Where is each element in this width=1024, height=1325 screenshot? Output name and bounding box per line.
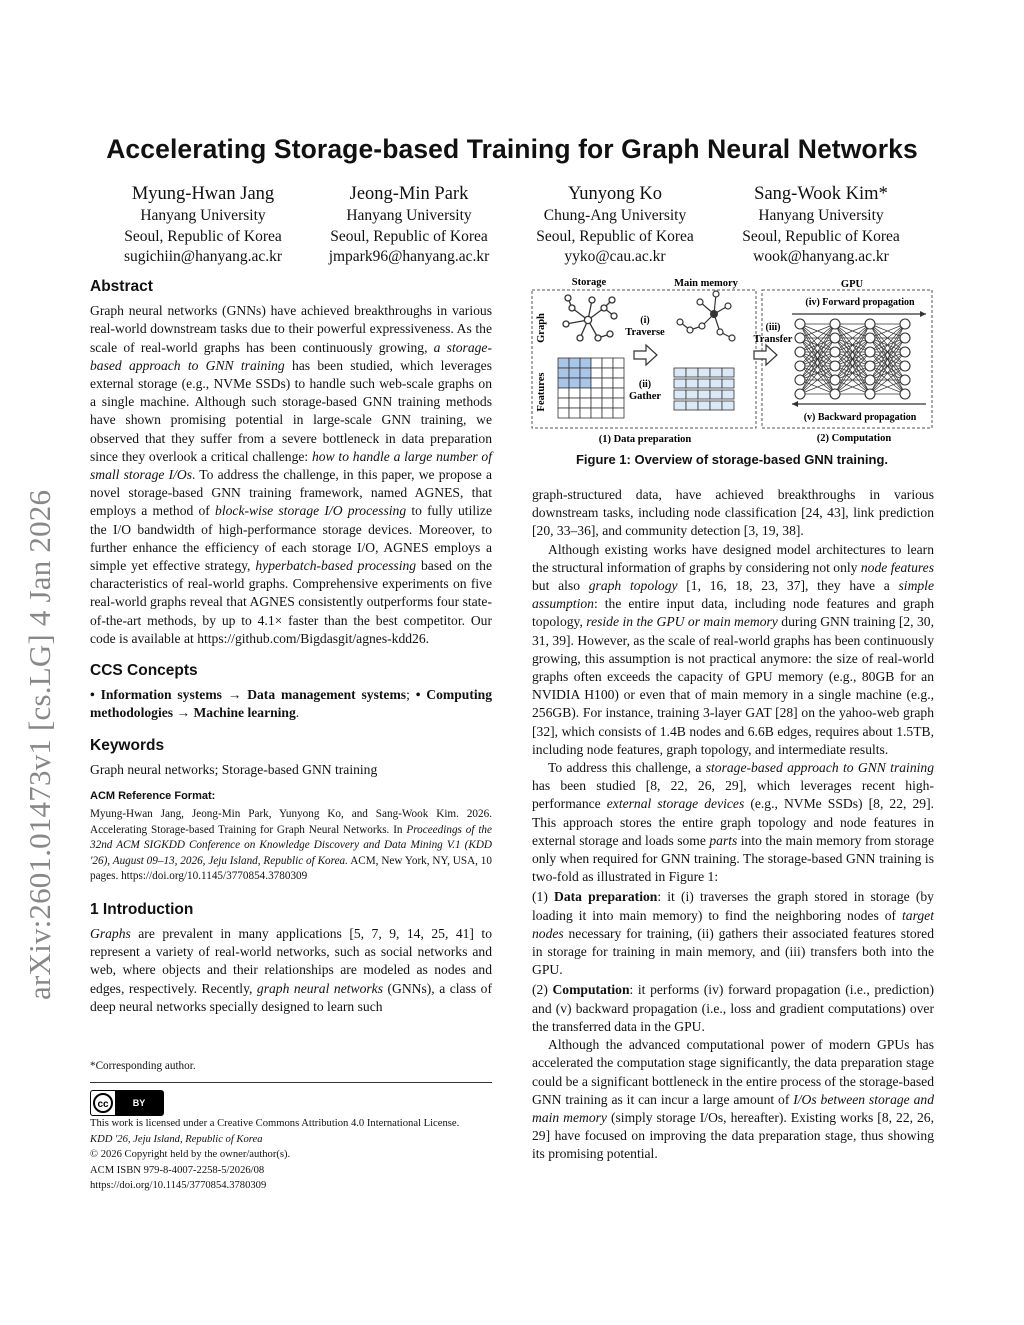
cc-label: cc: [97, 1099, 109, 1110]
feature-cell: [569, 378, 580, 388]
feature-cell: [602, 378, 613, 388]
transfer-arrow-icon: [754, 345, 777, 365]
author-affiliation: Hanyang University: [140, 207, 266, 224]
feature-cell: [569, 408, 580, 418]
feature-cell: [558, 408, 569, 418]
copyright-line: © 2026 Copyright held by the owner/author(s).: [90, 1149, 291, 1160]
author-location: Seoul, Republic of Korea: [536, 227, 694, 245]
author-email[interactable]: yyko@cau.ac.kr: [564, 248, 666, 265]
memory-feature-cell: [674, 390, 686, 399]
memory-feature-cell: [686, 368, 698, 377]
feature-cell: [613, 378, 624, 388]
author-name: Sang-Wook Kim*: [754, 184, 888, 204]
abstract-heading: Abstract: [90, 278, 153, 295]
label-traverse-number: (i): [640, 315, 650, 326]
right-paragraph-computation: (2) Computation: it performs (iv) forward propagation (i.e., prediction) and (v) backward propagation (i.e., loss and gradient computations) over the transferred data in the GPU.: [532, 982, 934, 1034]
conference-venue: KDD '26, Jeju Island, Republic of Korea: [90, 1133, 263, 1145]
introduction-heading: 1 Introduction: [90, 900, 194, 918]
neuron: [795, 333, 805, 343]
author-name: Myung-Hwan Jang: [131, 184, 275, 204]
neuron: [865, 389, 875, 399]
memory-feature-cell: [710, 379, 722, 388]
neuron: [900, 375, 910, 385]
license-statement: This work is licensed under a Creative Commons Attribution 4.0 International License.: [90, 1118, 460, 1129]
neuron: [865, 319, 875, 329]
neuron: [900, 347, 910, 357]
author-name: Yunyong Ko: [567, 184, 663, 204]
author-affiliation: Hanyang University: [758, 207, 884, 224]
right-column: [532, 486, 934, 1164]
feature-cell: [580, 398, 591, 408]
memory-feature-cell: [674, 368, 686, 377]
memory-feature-cell: [674, 379, 686, 388]
feature-cell: [569, 388, 580, 398]
label-transfer-number: (iii): [765, 322, 781, 333]
feature-cell: [602, 358, 613, 368]
feature-cell: [591, 398, 602, 408]
footnote-corresponding: *Corresponding author.: [90, 1060, 196, 1072]
doi-link[interactable]: https://doi.org/10.1145/3770854.3780309: [90, 1180, 267, 1191]
neuron: [795, 375, 805, 385]
feature-cell: [580, 388, 591, 398]
author-name: Jeong-Min Park: [349, 184, 469, 204]
ccs-concepts: • Information systems → Data management systems; • Computing methodologies → Machine learning.: [90, 687, 492, 721]
right-paragraph-1: graph-structured data, have achieved breakthroughs in various downstream tasks, including node classification [24, 43], link prediction [20, 33–36], and community detection [3, 19, 38].: [532, 487, 934, 539]
neuron: [795, 319, 805, 329]
author-block-3: [500, 182, 730, 268]
memory-feature-cell: [674, 401, 686, 410]
cc-icon: [91, 1091, 115, 1115]
neuron: [900, 389, 910, 399]
right-paragraph-2: Although existing works have designed model architectures to learn the structural information of graphs by considering not only node features but also graph topology [1, 16, 18, 23, 37], they have a simple assumption: the entire input data, including node features and graph topology, reside in the GPU or main memory during GNN training [2, 30, 31, 39]. However, as the scale of real-world graphs has been continuously growing, this assumption is not practical anymore: the size of real-world graphs often exceeds the capacity of GPU memory (e.g., 80GB for an NVIDIA H100) or even that of main memory in a single machine (e.g., 256GB). For instance, training 3-layer GAT [28] on the yahoo-web graph [32], which consists of 1.4B nodes and 6.6B edges, requires about 1.5TB, including node features, graph topology, and intermediate results.: [532, 541, 934, 757]
author-block-2: [294, 182, 524, 268]
feature-cell: [591, 378, 602, 388]
traverse-arrow-icon: [634, 345, 657, 365]
label-graph: Graph: [536, 313, 547, 343]
neuron: [830, 389, 840, 399]
memory-feature-cell: [710, 390, 722, 399]
label-transfer: Transfer: [753, 334, 793, 345]
feature-cell: [602, 368, 613, 378]
feature-cell: [569, 358, 580, 368]
paper-title: Accelerating Storage-based Training for Graph Neural Networks: [106, 134, 918, 164]
feature-cell: [591, 388, 602, 398]
feature-cell: [591, 368, 602, 378]
left-column: [90, 278, 492, 1016]
feature-cell: [580, 368, 591, 378]
memory-feature-cell: [698, 401, 710, 410]
feature-cell: [591, 358, 602, 368]
author-affiliation: Hanyang University: [346, 207, 472, 224]
author-email[interactable]: jmpark96@hanyang.ac.kr: [328, 248, 490, 265]
author-location: Seoul, Republic of Korea: [124, 227, 282, 245]
feature-cell: [602, 388, 613, 398]
feature-cell: [558, 398, 569, 408]
memory-feature-cell: [710, 401, 722, 410]
feature-cell: [580, 378, 591, 388]
label-storage: Storage: [571, 277, 607, 288]
neural-network-icon: [795, 319, 910, 399]
keywords-text: Graph neural networks; Storage-based GNN training: [90, 761, 378, 777]
feature-cell: [602, 398, 613, 408]
neuron: [795, 361, 805, 371]
footnote-rule: [90, 1082, 492, 1083]
memory-feature-cell: [686, 401, 698, 410]
neuron: [830, 375, 840, 385]
license-block: [90, 1116, 500, 1194]
author-block-1: [88, 182, 318, 268]
author-affiliation: Chung-Ang University: [543, 207, 687, 224]
cc-by-label: BY: [115, 1091, 163, 1115]
keywords-heading: Keywords: [90, 736, 165, 754]
neuron: [900, 333, 910, 343]
feature-cell: [569, 398, 580, 408]
author-location: Seoul, Republic of Korea: [330, 227, 488, 245]
author-block-4: [706, 182, 936, 268]
neuron: [865, 347, 875, 357]
label-data-preparation: (1) Data preparation: [598, 434, 692, 445]
neuron: [795, 347, 805, 357]
right-paragraph-3: To address this challenge, a storage-based approach to GNN training has been studied [8, 22, 26, 29], which leverages recent high-performance external storage devices (e.g., NVMe SSDs) [8, 22, 29]. This approach stores the entire graph topology and node features in external storage and loads some parts into the main memory from storage only when required for GNN training. The storage-based GNN training is two-fold as illustrated in Figure 1:: [532, 760, 935, 885]
memory-feature-cell: [722, 368, 734, 377]
label-gpu: GPU: [840, 279, 864, 290]
memory-feature-cell: [722, 379, 734, 388]
feature-cell: [558, 388, 569, 398]
feature-cell: [613, 388, 624, 398]
neuron: [900, 319, 910, 329]
neuron: [830, 361, 840, 371]
memory-feature-cell: [710, 368, 722, 377]
memory-feature-cell: [722, 401, 734, 410]
author-email[interactable]: sugichiin@hanyang.ac.kr: [123, 248, 283, 265]
memory-feature-cell: [686, 379, 698, 388]
feature-cell: [558, 378, 569, 388]
feature-cell: [613, 408, 624, 418]
reference-format-text: Myung-Hwan Jang, Jeong-Min Park, Yunyong Ko, and Sang-Wook Kim. 2026. Accelerating Storage-based Training for Graph Neural Networks. In Proceedings of the 32nd ACM SIGKDD Conference on Knowledge Discovery and Data Mining V.1 (KDD '26), August 09–13, 2026, Jeju Island, Republic of Korea. ACM, New York, NY, USA, 10 pages. https://doi.org/10.1145/3770854.3780309: [90, 808, 492, 883]
label-traverse: Traverse: [625, 327, 665, 338]
feature-cell: [613, 398, 624, 408]
feature-cell: [558, 368, 569, 378]
memory-feature-cell: [722, 390, 734, 399]
abstract-text: Graph neural networks (GNNs) have achieved breakthroughs in various real-world downstream tasks due to their powerful expressiveness. As the scale of real-world graphs has been continuously growing, a storage-based approach to GNN training has been studied, which leverages external storage (e.g., NVMe SSDs) to handle such web-scale graphs on a single machine. Although such storage-based GNN training methods have shown promising potential in large-scale GNN training, we observed that they suffer from a severe bottleneck in data preparation since they overlook a critical challenge: how to handle a large number of small storage I/Os. To address the challenge, in this paper, we propose a novel storage-based GNN training framework, named AGNES, that employs a method of block-wise storage I/O processing to fully utilize the I/O bandwidth of high-performance storage devices. Moreover, to further enhance the efficiency of each storage I/O, AGNES employs a simple yet effective strategy, hyperbatch-based processing based on the characteristics of real-world graphs. Comprehensive experiments on five real-world graphs reveal that AGNES consistently outperforms four state-of-the-art methods, by up to 4.1× faster than the best competitor. Our code is available at https://github.com/Bigdasgit/agnes-kdd26.: [90, 303, 493, 646]
storage-feature-grid: [558, 358, 624, 418]
neuron: [900, 361, 910, 371]
author-email[interactable]: wook@hanyang.ac.kr: [753, 248, 889, 265]
right-paragraph-data-preparation: (1) Data preparation: it (i) traverses the graph stored in storage (by loading it into main memory) to find the neighboring nodes of target nodes necessary for training, (ii) gathers their associated features stored in storage for training in main memory, and (iii) transfers both into the GPU.: [532, 889, 934, 978]
author-location: Seoul, Republic of Korea: [742, 227, 900, 245]
computation-panel: [762, 290, 932, 428]
memory-feature-cell: [698, 390, 710, 399]
label-gather: Gather: [628, 391, 662, 402]
memory-feature-cell: [698, 379, 710, 388]
ccs-heading: CCS Concepts: [90, 662, 198, 680]
creative-commons-badge[interactable]: [90, 1090, 164, 1116]
label-features: Features: [536, 372, 547, 412]
memory-feature-rows: [674, 368, 734, 410]
neuron: [865, 375, 875, 385]
neuron: [865, 333, 875, 343]
right-paragraph-4: Although the advanced computational power of modern GPUs has accelerated the computation stage significantly, the data preparation stage could be a significant bottleneck in the entire process of the storage-based GNN training as it can incur a large amount of I/Os between storage and main memory (simply storage I/Os, hereafter). Existing works [8, 22, 26, 29] have focused on improving the data preparation stage, thus showing its promising potential.: [532, 1037, 935, 1162]
arxiv-identifier: arXiv:2601.01473v1 [cs.LG] 4 Jan 2026: [22, 489, 57, 1000]
neuron: [865, 361, 875, 371]
label-gather-number: (ii): [638, 379, 652, 390]
label-backward-propagation: (v) Backward propagation: [803, 412, 917, 423]
feature-cell: [569, 368, 580, 378]
figure-1-diagram: [530, 272, 934, 448]
feature-cell: [580, 408, 591, 418]
feature-cell: [558, 358, 569, 368]
neuron: [830, 333, 840, 343]
reference-format-heading: ACM Reference Format:: [90, 790, 216, 803]
feature-cell: [613, 358, 624, 368]
neuron: [830, 319, 840, 329]
introduction-text: Graphs are prevalent in many applications [5, 7, 9, 14, 25, 41] to represent a variety of real-world networks, such as social networks and web, where objects and their relationships are modeled as nodes and edges, respectively. Recently, graph neural networks (GNNs), a class of deep neural networks specially designed to learn such: [90, 925, 492, 1014]
feature-cell: [613, 368, 624, 378]
isbn-line: ACM ISBN 979-8-4007-2258-5/2026/08: [90, 1164, 265, 1176]
feature-cell: [580, 358, 591, 368]
neuron: [830, 347, 840, 357]
figure-1-caption: Figure 1: Overview of storage-based GNN training.: [575, 452, 889, 467]
label-forward-propagation: (iv) Forward propagation: [805, 297, 915, 308]
feature-cell: [602, 408, 613, 418]
neuron: [795, 389, 805, 399]
label-main-memory: Main memory: [674, 278, 738, 289]
label-computation: (2) Computation: [816, 433, 892, 444]
feature-cell: [591, 408, 602, 418]
memory-feature-cell: [698, 368, 710, 377]
memory-feature-cell: [686, 390, 698, 399]
